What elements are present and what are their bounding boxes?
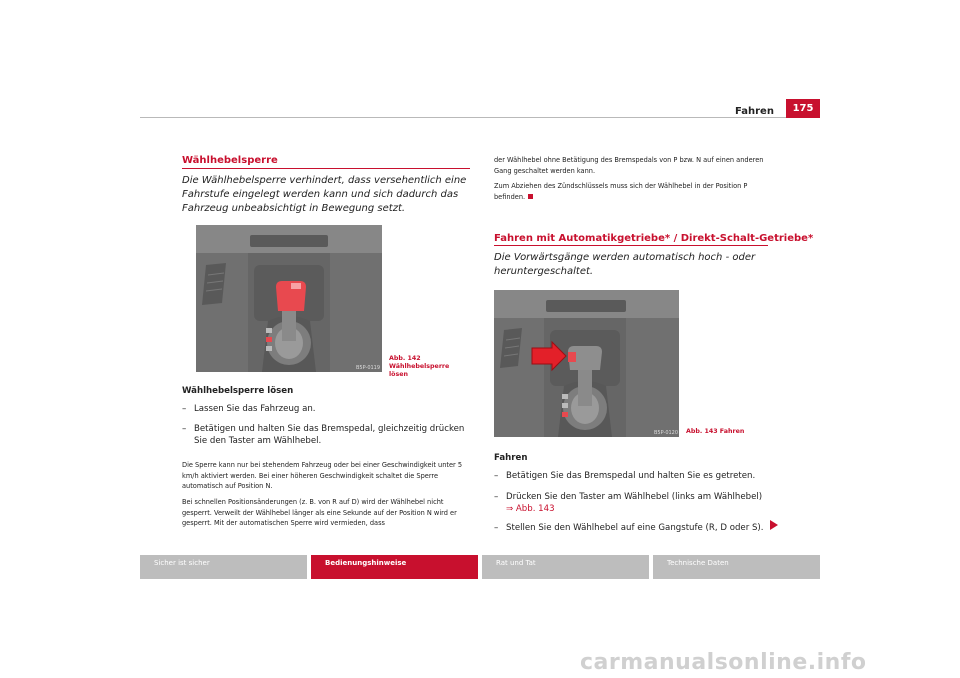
figure-code: B5P-0120 — [654, 430, 679, 436]
right-intro: Die Vorwärtsgänge werden automatisch hoch - oder heruntergeschaltet. — [494, 252, 756, 277]
continue-arrow-icon — [770, 520, 778, 530]
right-step-1: – Betätigen Sie das Bremspedal und halten Sie es getreten. — [494, 471, 756, 481]
right-step-3: – Stellen Sie den Wählhebel auf eine Gangstufe (R, D oder S). — [494, 523, 764, 533]
left-note-2: Bei schnellen Positionsänderungen (z. B. von R auf D) wird der Wählhebel nicht gesperrt. Verweilt der Wählhebel länger als eine Sekunde auf der Position N wird er gesperrt. Mit der automatischen Sperre wird vermieden, dass — [182, 498, 457, 527]
left-step-1: – Lassen Sie das Fahrzeug an. — [182, 404, 316, 414]
left-step-2: – Betätigen und halten Sie das Bremspedal, gleichzeitig drücken Sie den Taster am Wählhebel. — [182, 424, 465, 446]
figure-142-caption: Abb. 142 Wählhebelsperre lösen — [389, 355, 450, 378]
footer-tab-bedienungshinweise[interactable]: Bedienungshinweise — [311, 555, 478, 579]
right-continued-1: der Wählhebel ohne Betätigung des Bremspedals von P bzw. N auf einen anderen Gang geschaltet werden kann. — [494, 156, 764, 175]
figure-143-caption: Abb. 143 Fahren — [686, 428, 745, 435]
left-note-1: Die Sperre kann nur bei stehendem Fahrzeug oder bei einer Geschwindigkeit unter 5 km/h aktiviert werden. Bei einer höheren Geschwindigkeit schaltet die Sperre automatisch auf Position N. — [182, 461, 463, 490]
watermark: carmanualsonline.info — [580, 650, 867, 675]
gear-selector-illustration — [196, 225, 382, 372]
right-subheading: Fahren — [494, 453, 528, 463]
figure-code: B5P-0119 — [356, 365, 381, 371]
left-heading-rule — [182, 168, 470, 169]
right-step-2: – Drücken Sie den Taster am Wählhebel (links am Wählhebel) ⇒ Abb. 143 — [494, 492, 763, 514]
footer-tab-rat-und-tat[interactable]: Rat und Tat — [482, 555, 649, 579]
left-heading: Wählhebelsperre — [182, 155, 278, 166]
figure-143 — [494, 290, 679, 437]
section-title: Fahren — [735, 106, 774, 117]
figure-142 — [196, 225, 382, 372]
right-continued-2: Zum Abziehen des Zündschlüssels muss sich der Wählhebel in der Position P befinden. — [494, 182, 748, 201]
figure-143-link[interactable]: ⇒ Abb. 143 — [506, 504, 555, 514]
right-heading-rule — [494, 245, 768, 246]
right-heading: Fahren mit Automatikgetriebe* / Direkt-Schalt-Getriebe* — [494, 233, 814, 244]
left-subheading: Wählhebelsperre lösen — [182, 386, 294, 396]
header-rule — [140, 117, 820, 118]
page-number: 175 — [786, 99, 820, 118]
gear-selector-drive-illustration — [494, 290, 679, 437]
end-of-section-icon — [528, 194, 533, 199]
left-intro: Die Wählhebelsperre verhindert, dass versehentlich eine Fahrstufe eingelegt werden kann und sich dadurch das Fahrzeug unbeabsichtigt in Bewegung setzt. — [182, 175, 467, 214]
footer-tab-technische-daten[interactable]: Technische Daten — [653, 555, 820, 579]
footer-tab-sicher[interactable]: Sicher ist sicher — [140, 555, 307, 579]
